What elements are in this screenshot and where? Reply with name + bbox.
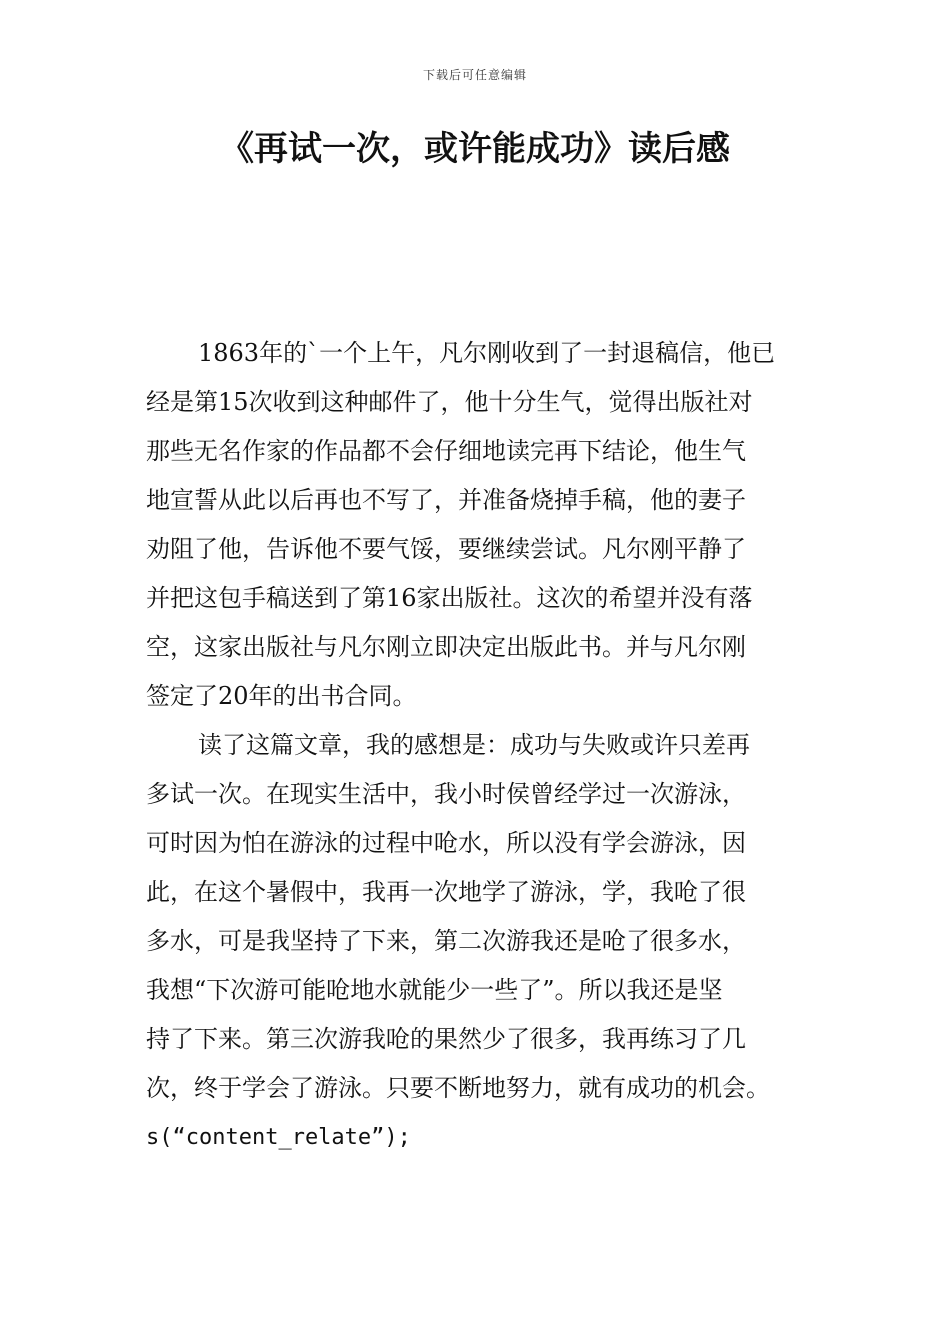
paragraph-line: 1863年的`一个上午，凡尔刚收到了一封退稿信，他已	[198, 339, 776, 367]
paragraph-line: 读了这篇文章，我的感想是：成功与失败或许只差再	[198, 731, 750, 759]
paragraph-line: 空，这家出版社与凡尔刚立即决定出版此书。并与凡尔刚	[146, 633, 746, 661]
paragraph-line: 地宣誓从此以后再也不写了，并准备烧掉手稿，他的妻子	[146, 486, 746, 514]
paragraph-line: 经是第15次收到这种邮件了，他十分生气，觉得出版社对	[146, 388, 753, 416]
paragraph-line: 此，在这个暑假中，我再一次地学了游泳，学，我呛了很	[146, 878, 746, 906]
paragraph-line: 那些无名作家的作品都不会仔细地读完再下结论，他生气	[146, 437, 746, 465]
header-note: 下载后可任意编辑	[422, 68, 527, 82]
paragraph-2	[146, 721, 808, 1113]
paragraph-line: 多试一次。在现实生活中，我小时侯曾经学过一次游泳，	[146, 780, 746, 808]
paragraph-line: 并把这包手稿送到了第16家出版社。这次的希望并没有落	[146, 584, 753, 612]
paragraph-line: 可时因为怕在游泳的过程中呛水，所以没有学会游泳，因	[146, 829, 746, 857]
paragraph-line: 多水，可是我坚持了下来，第二次游我还是呛了很多水，	[146, 927, 746, 955]
paragraph-line: 我想“下次游可能呛地水就能少一些了”。所以我还是坚	[146, 976, 723, 1004]
paragraph-1	[146, 329, 808, 721]
code-line: s(“content_relate”);	[146, 1125, 411, 1150]
paragraph-line: 持了下来。第三次游我呛的果然少了很多，我再练习了几	[146, 1025, 746, 1053]
document-body	[146, 329, 808, 1162]
document-title: 《再试一次，或许能成功》读后感	[220, 129, 730, 169]
paragraph-line: 劝阻了他，告诉他不要气馁，要继续尝试。凡尔刚平静了	[146, 535, 746, 563]
paragraph-line: 次，终于学会了游泳。只要不断地努力，就有成功的机会。	[146, 1074, 770, 1102]
paragraph-line: 签定了20年的出书合同。	[146, 682, 417, 710]
